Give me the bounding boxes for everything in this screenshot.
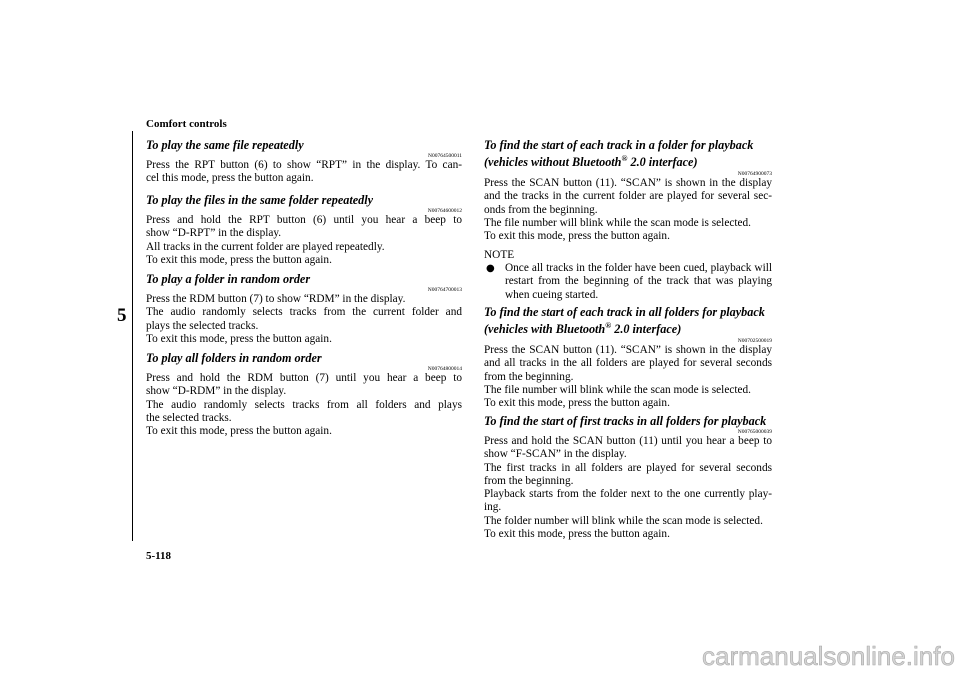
paragraph-line: To exit this mode, press the button again. xyxy=(484,528,670,541)
section-scan-all-folders-with-bluetooth xyxy=(484,304,772,410)
paragraph-line: and all tracks in the all folders are played for several seconds xyxy=(484,357,772,370)
paragraph-line: To exit this mode, press the button again. xyxy=(484,230,670,243)
reference-code: N00764700013 xyxy=(427,287,462,293)
reference-code: N00764800014 xyxy=(427,366,462,372)
section-heading-line-2 xyxy=(484,321,772,338)
heading-text: (vehicles without Bluetooth xyxy=(484,155,622,169)
note-label: NOTE xyxy=(484,249,515,261)
paragraph-line: plays the selected tracks. xyxy=(146,319,259,332)
note-block xyxy=(484,248,772,302)
site-watermark: carmanualsonline.info xyxy=(702,641,955,671)
note-line: restart from the beginning of the track that was playing xyxy=(505,275,772,288)
paragraph-line: The audio randomly selects tracks from all folders and plays xyxy=(146,398,462,411)
reference-code: N00764600012 xyxy=(427,208,462,214)
section-heading: To play the files in the same folder repeatedly xyxy=(146,193,374,207)
paragraph-line: All tracks in the current folder are played repeatedly. xyxy=(146,240,385,253)
paragraph-line: The first tracks in all folders are played for several seconds xyxy=(484,461,772,474)
paragraph-line: Press the RPT button (6) to show “RPT” in the display. To can- xyxy=(146,159,462,171)
running-head-section-title: Comfort controls xyxy=(146,118,227,130)
paragraph-line: Press and hold the RDM button (7) until you hear a beep to xyxy=(146,372,462,384)
paragraph-line: To exit this mode, press the button again. xyxy=(146,332,332,345)
paragraph-line: Press the SCAN button (11). “SCAN” is shown in the display xyxy=(484,344,772,356)
paragraph-line: and the tracks in the current folder are played for several sec- xyxy=(484,190,772,203)
chapter-tab-number: 5 xyxy=(117,305,127,326)
section-heading: To find the start of each track in all folders for playback xyxy=(484,305,765,319)
paragraph-line: onds from the beginning. xyxy=(484,203,598,216)
paragraph-line: from the beginning. xyxy=(484,370,574,383)
reference-code: N00764900073 xyxy=(737,171,772,177)
section-heading-line-2 xyxy=(484,154,772,171)
reference-code: N00764500011 xyxy=(427,153,462,159)
section-heading: To find the start of first tracks in all folders for playback xyxy=(484,414,767,428)
heading-text: 2.0 interface) xyxy=(611,322,682,336)
note-line: Once all tracks in the folder have been cued, playback will xyxy=(505,262,772,274)
page-number: 5-118 xyxy=(146,550,172,562)
registered-mark: ® xyxy=(605,321,612,330)
section-heading: To play a folder in random order xyxy=(146,272,311,286)
section-heading: To play all folders in random order xyxy=(146,351,322,365)
section-heading: To find the start of each track in a folder for playback xyxy=(484,138,754,152)
bullet-dot-icon: ● xyxy=(486,263,495,274)
paragraph-line: show “D-RDM” in the display. xyxy=(146,385,287,398)
paragraph-line: Press the RDM button (7) to show “RDM” in the display. xyxy=(146,293,406,305)
paragraph-line: The file number will blink while the scan mode is selected. xyxy=(484,383,751,396)
paragraph-line: Press the SCAN button (11). “SCAN” is shown in the display xyxy=(484,177,772,189)
section-heading: To play the same file repeatedly xyxy=(146,138,304,152)
paragraph-line: To exit this mode, press the button again. xyxy=(146,253,332,266)
heading-text: (vehicles with Bluetooth xyxy=(484,322,606,336)
section-play-folder-random xyxy=(146,271,462,346)
paragraph-line: ing. xyxy=(484,501,502,514)
paragraph-line: cel this mode, press the button again. xyxy=(146,172,314,185)
paragraph-line: Press and hold the SCAN button (11) until you hear a beep to xyxy=(484,435,772,447)
note-line: when cueing started. xyxy=(505,288,599,301)
paragraph-line: show “F-SCAN” in the display. xyxy=(484,448,627,461)
note-text xyxy=(505,262,772,302)
section-play-all-folders-random xyxy=(146,350,462,438)
section-play-same-file-repeatedly xyxy=(146,137,462,186)
note-bullet-item xyxy=(484,262,772,302)
paragraph-line: To exit this mode, press the button again. xyxy=(484,397,670,410)
section-scan-folder-without-bluetooth xyxy=(484,137,772,243)
reference-code: N00702500019 xyxy=(737,338,772,344)
reference-code: N00765000039 xyxy=(737,429,772,435)
paragraph-line: from the beginning. xyxy=(484,474,574,487)
chapter-margin-rule xyxy=(132,131,133,541)
paragraph-line: Press and hold the RPT button (6) until you hear a beep to xyxy=(146,214,462,226)
section-scan-first-tracks-all-folders xyxy=(484,413,772,541)
paragraph-line: To exit this mode, press the button again. xyxy=(146,425,332,438)
heading-text: 2.0 interface) xyxy=(627,155,698,169)
paragraph-line: show “D-RPT” in the display. xyxy=(146,227,282,240)
paragraph-line: The audio randomly selects tracks from the current folder and xyxy=(146,306,462,319)
paragraph-line: The folder number will blink while the scan mode is selected. xyxy=(484,514,763,527)
paragraph-line: Playback starts from the folder next to the one currently play- xyxy=(484,488,772,501)
registered-mark: ® xyxy=(621,154,628,163)
section-play-folder-files-repeatedly xyxy=(146,192,462,267)
paragraph-line: The file number will blink while the scan mode is selected. xyxy=(484,216,751,229)
paragraph-line: the selected tracks. xyxy=(146,411,232,424)
